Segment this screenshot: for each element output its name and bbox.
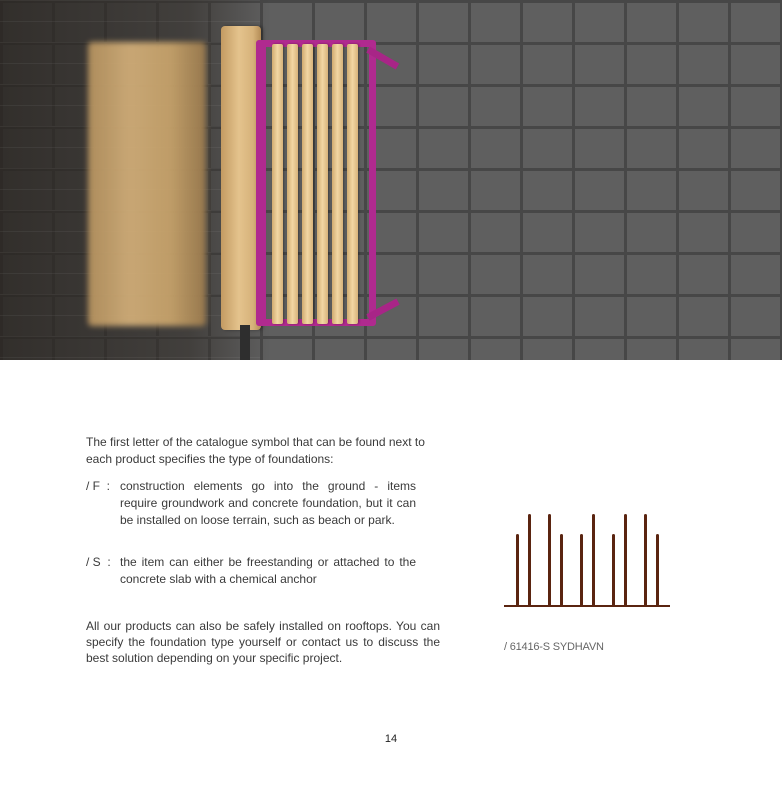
intro-paragraph: The first letter of the catalogue symbol that can be found next to each product specifies the type of foundations: — [86, 435, 425, 466]
rack-post — [528, 514, 531, 606]
bench-slat — [332, 44, 343, 324]
rack-post — [656, 534, 659, 606]
rack-post — [592, 514, 595, 606]
rack-posts — [516, 514, 659, 606]
foundation-description: the item can either be freestanding or attached to the concrete slab with a chemical anchor — [120, 555, 416, 586]
foundation-description: construction elements go into the ground - items require groundwork and concrete foundation, but it can be installed on loose terrain, such as beach or park. — [120, 479, 416, 527]
bench-backrest — [88, 42, 206, 326]
rack-post — [548, 514, 551, 606]
bench-slat — [287, 44, 298, 324]
rack-post — [644, 514, 647, 606]
bench-slat — [302, 44, 313, 324]
bench-slat — [272, 44, 283, 324]
bench-slat — [347, 44, 358, 324]
bench-seat-slats — [272, 44, 358, 324]
foundation-code: / S : — [86, 555, 111, 569]
product-drawing-bike-rack — [502, 508, 672, 612]
product-caption: / 61416-S SYDHAVN — [504, 641, 604, 653]
hero-photo-bench-on-pavers — [0, 0, 782, 360]
foundation-code: / F : — [86, 479, 110, 493]
page-number: 14 — [384, 733, 398, 745]
rack-post — [580, 534, 583, 606]
bench-back-board — [221, 26, 261, 330]
bench-leg-shadow — [240, 325, 250, 360]
closing-paragraph: All our products can also be safely installed on rooftops. You can specify the foundation type yourself or contact us to discuss the best solution depending on your specific project. — [86, 619, 440, 665]
rack-post — [612, 534, 615, 606]
bench-slat — [317, 44, 328, 324]
rack-post — [516, 534, 519, 606]
rack-post — [560, 534, 563, 606]
rack-post — [624, 514, 627, 606]
foundation-item-f — [86, 478, 416, 529]
foundation-item-s — [86, 554, 416, 588]
